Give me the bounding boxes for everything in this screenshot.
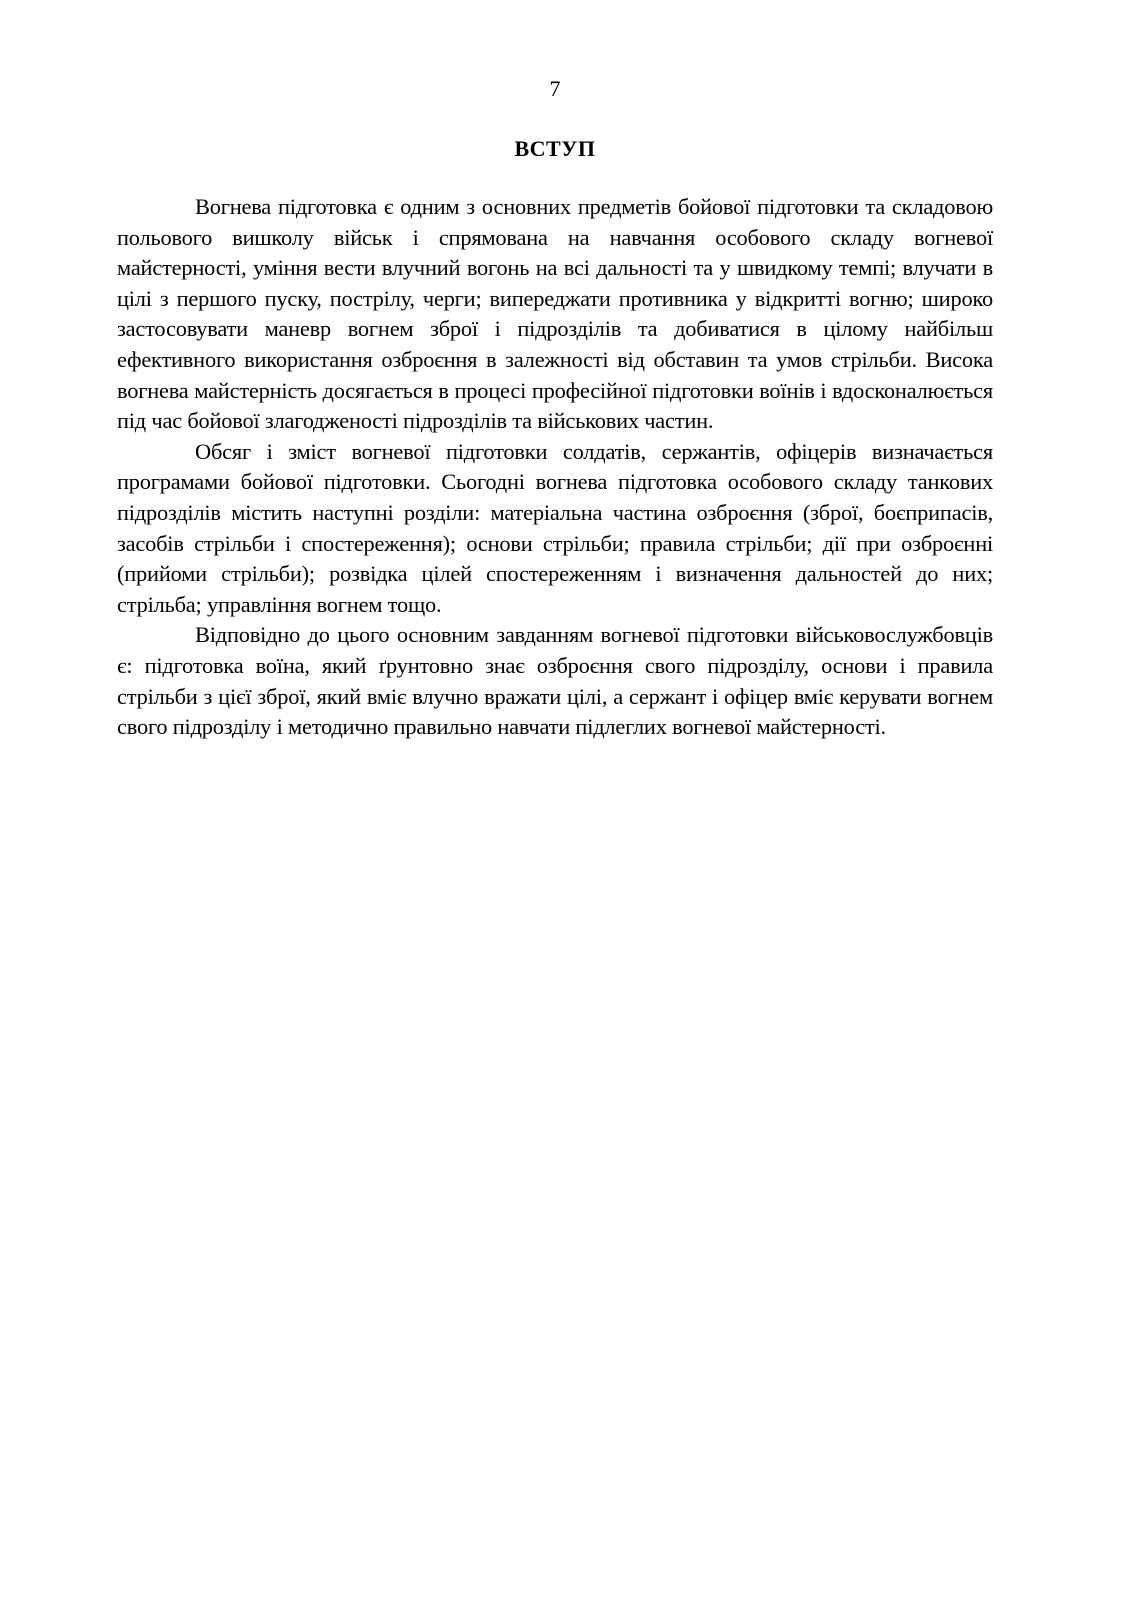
section-title: ВСТУП xyxy=(514,136,596,161)
body-text xyxy=(117,192,993,743)
paragraph: Відповідно до цього основним завданням вогневої підготовки військовослужбовців є: підготовка воїна, який ґрунтовно знає озброєння свого підрозділу, основи і правила стрільби з цієї зброї, який вміє влучно вражати цілі, а сержант і офіцер вміє керувати вогнем свого підрозділу і методично правильно навчати підлеглих вогневої майстерності. xyxy=(117,622,993,740)
page-number: 7 xyxy=(549,76,561,101)
paragraph: Обсяг і зміст вогневої підготовки солдатів, сержантів, офіцерів визначається програмами бойової підготовки. Сьогодні вогнева підготовка особового складу танкових підрозділів містить наступні розділи: матеріальна частина озброєння (зброї, боєприпасів, засобів стрільби і спостереження); основи стрільби; правила стрільби; дії при озброєнні (прийоми стрільби); розвідка цілей спостереженням і визначення дальностей до них; стрільба; управління вогнем тощо. xyxy=(117,438,993,617)
paragraph: Вогнева підготовка є одним з основних предметів бойової підготовки та складовою польового вишколу військ і спрямована на навчання особового складу вогневої майстерності, уміння вести влучний вогонь на всі дальності та у швидкому темпі; влучати в цілі з першого пуску, пострілу, черги; випереджати противника у відкритті вогню; широко застосовувати маневр вогнем зброї і підрозділів та добиватися в цілому найбільш ефективного використання озброєння в залежності від обставин та умов стрільби. Висока вогнева майстерність досягається в процесі професійної підготовки воїнів і вдосконалюється під час бойової злагодженості підрозділів та військових частин. xyxy=(117,194,993,434)
